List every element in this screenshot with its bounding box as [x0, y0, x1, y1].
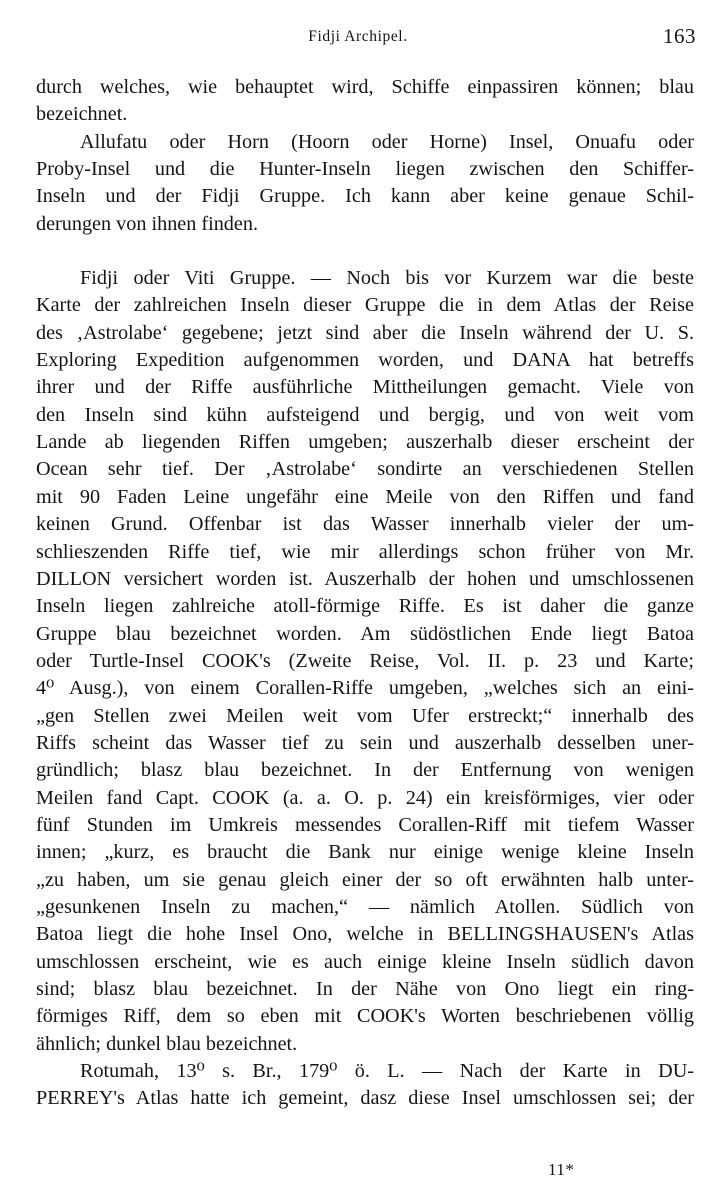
text-line: Riffs scheint das Wasser tief zu sein und auszerhalb desselben uner- [36, 731, 694, 754]
text-line: durch welches, wie behauptet wird, Schiffe einpassiren können; blau [36, 76, 694, 98]
text-line: bezeichnet. [36, 103, 128, 126]
text-line: Exploring Expedition aufgenommen worden, und DANA hat betreffs [36, 349, 694, 372]
text-line: oder Turtle-Insel COOK's (Zweite Reise, Vol. II. p. 23 und Karte; [36, 649, 694, 672]
text-line: Meilen fand Capt. COOK (a. a. O. p. 24) ein kreisförmiges, vier oder [36, 786, 694, 809]
text-line: ihrer und der Riffe ausführliche Mittheilungen gemacht. Viele von [36, 376, 694, 399]
text-line: Gruppe blau bezeichnet worden. Am südöstlichen Ende liegt Batoa [36, 622, 694, 645]
text-line: „zu haben, um sie genau gleich einer der so oft erwähnten halb unter- [36, 868, 694, 891]
running-title: Fidji Archipel. [308, 28, 408, 45]
paragraph-gap [36, 238, 694, 265]
text-line: Karte der zahlreichen Inseln dieser Gruppe die in dem Atlas der Reise [36, 294, 694, 317]
text-line: fünf Stunden im Umkreis messendes Corallen-Riff mit tiefem Wasser [36, 813, 694, 836]
signature-mark: 11* [548, 1160, 575, 1179]
text-line: „gen Stellen zwei Meilen weit vom Ufer erstreckt;“ innerhalb des [36, 704, 694, 727]
text-line: ähnlich; dunkel blau bezeichnet. [36, 1032, 298, 1055]
text-line: PERREY's Atlas hatte ich gemeint, dasz diese Insel umschlossen sei; der [36, 1087, 694, 1110]
text-line: Lande ab liegenden Riffen umgeben; auszerhalb dieser erscheint der [36, 431, 694, 454]
text-line: Batoa liegt die hohe Insel Ono, welche in BELLINGSHAUSEN's Atlas [36, 923, 694, 946]
text-line: Inseln liegen zahlreiche atoll-förmige Riffe. Es ist daher die ganze [36, 595, 694, 618]
text-line: schlieszenden Riffe tief, wie mir allerdings schon früher von Mr. [36, 540, 694, 563]
text-line: 4⁰ Ausg.), von einem Corallen-Riffe umgeben, „welches sich an eini- [36, 677, 694, 700]
text-line: keinen Grund. Offenbar ist das Wasser innerhalb vieler der um- [36, 513, 694, 536]
text-line: Allufatu oder Horn (Hoorn oder Horne) Insel, Onuafu oder [80, 130, 694, 153]
text-line: gründlich; blasz blau bezeichnet. In der Entfernung von wenigen [36, 759, 694, 782]
text-line: DILLON versichert worden ist. Auszerhalb der hohen und umschlossenen [36, 567, 694, 590]
text-line: Inseln und der Fidji Gruppe. Ich kann aber keine genaue Schil- [36, 185, 694, 208]
text-line: Ocean sehr tief. Der ‚Astrolabe‘ sondirte an verschiedenen Stellen [36, 458, 694, 481]
text-line: Rotumah, 13⁰ s. Br., 179⁰ ö. L. — Nach der Karte in DU- [80, 1060, 694, 1083]
text-line: „gesunkenen Inseln zu machen,“ — nämlich Atollen. Südlich von [36, 895, 694, 918]
text-line: mit 90 Faden Leine ungefähr eine Meile von den Riffen und fand [36, 485, 694, 508]
text-line: sind; blasz blau bezeichnet. In der Nähe von Ono liegt ein ring- [36, 978, 694, 1000]
body-text [36, 74, 694, 1113]
text-line: innen; „kurz, es braucht die Bank nur einige wenige kleine Inseln [36, 841, 694, 864]
text-line: Fidji oder Viti Gruppe. — Noch bis vor Kurzem war die beste [80, 267, 694, 290]
text-line: förmiges Riff, dem so eben mit COOK's Worten beschriebenen völlig [36, 1005, 694, 1028]
running-head [0, 24, 716, 54]
page-number: 163 [663, 24, 696, 48]
text-line: den Inseln sind kühn aufsteigend und bergig, und von weit vom [36, 403, 694, 426]
text-line: umschlossen erscheint, wie es auch einige kleine Inseln südlich davon [36, 950, 694, 973]
text-line: des ‚Astrolabe‘ gegebene; jetzt sind aber die Inseln während der U. S. [36, 321, 694, 344]
text-line: Proby-Insel und die Hunter-Inseln liegen zwischen den Schiffer- [36, 158, 694, 181]
text-line: derungen von ihnen finden. [36, 212, 259, 235]
